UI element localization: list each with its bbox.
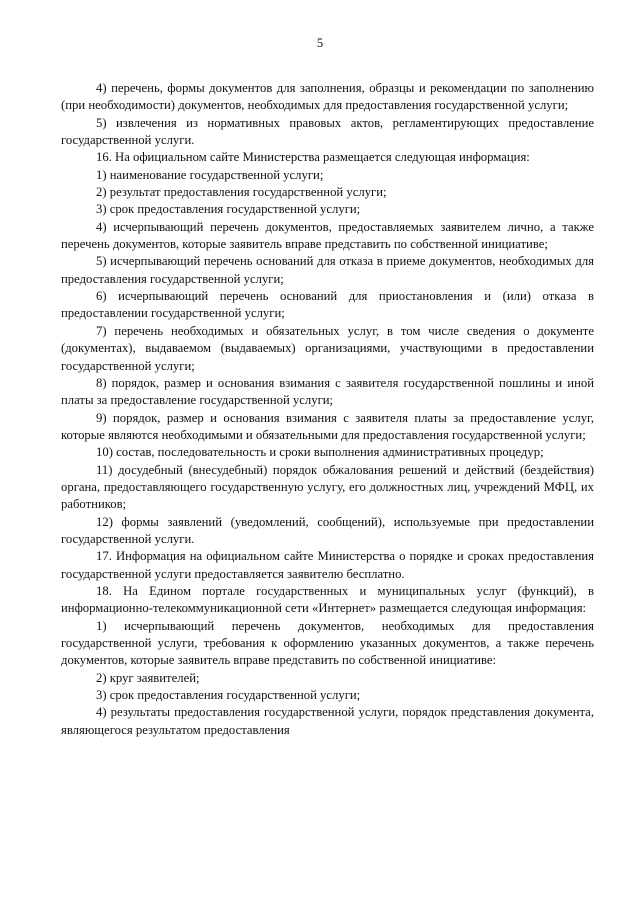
paragraph: 8) порядок, размер и основания взимания с заявителя государственной пошлины и иной платы за предоставление государственной услуги; xyxy=(61,375,594,408)
paragraph: 17. Информация на официальном сайте Министерства о порядке и сроках предоставления государственной услуги предоставляется заявителю бесплатно. xyxy=(61,549,594,581)
paragraph: 6) исчерпывающий перечень оснований для приостановления и (или) отказа в предоставлении государственной услуги; xyxy=(61,289,594,321)
paragraph: 2) результат предоставления государственной услуги; xyxy=(96,185,387,200)
document-body xyxy=(61,80,594,739)
paragraph: 5) извлечения из нормативных правовых актов, регламентирующих предоставление государственной услуги. xyxy=(61,115,594,148)
paragraph: 3) срок предоставления государственной услуги; xyxy=(96,688,361,703)
paragraph: 4) результаты предоставления государственной услуги, порядок представления документа, являющегося результатом предоставления xyxy=(61,705,594,737)
paragraph: 5) исчерпывающий перечень оснований для отказа в приеме документов, необходимых для предоставления государственной услуги; xyxy=(61,254,594,286)
paragraph: 1) исчерпывающий перечень документов, необходимых для предоставления государственной услуги, требования к оформлению указанных документов, а также перечень документов, которые заявитель вправе представить по собственной инициативе: xyxy=(61,618,594,668)
paragraph: 11) досудебный (внесудебный) порядок обжалования решений и действий (бездействия) органа, предоставляющего государственную услугу, его должностных лиц, учреждений МФЦ, их работников; xyxy=(61,462,594,512)
paragraph: 9) порядок, размер и основания взимания с заявителя платы за предоставление услуг, которые являются необходимыми и обязательными для предоставления государственной услуги; xyxy=(61,410,594,442)
paragraph: 2) круг заявителей; xyxy=(96,670,200,685)
paragraph: 10) состав, последовательность и сроки выполнения административных процедур; xyxy=(96,445,544,460)
paragraph: 12) формы заявлений (уведомлений, сообщений), используемые при предоставлении государственной услуги. xyxy=(61,514,594,546)
page-number: 5 xyxy=(316,36,324,50)
paragraph: 7) перечень необходимых и обязательных услуг, в том числе сведения о документе (документах), выдаваемом (выдаваемых) организациями, участвующими в предоставлении государственной услуги; xyxy=(61,323,594,373)
paragraph: 18. На Едином портале государственных и муниципальных услуг (функций), в информационно-телекоммуникационной сети «Интернет» размещается следующая информация: xyxy=(61,583,594,616)
paragraph: 4) исчерпывающий перечень документов, предоставляемых заявителем лично, а также перечень документов, которые заявитель вправе представить по собственной инициативе; xyxy=(61,219,594,252)
paragraph: 1) наименование государственной услуги; xyxy=(96,167,324,182)
paragraph: 3) срок предоставления государственной услуги; xyxy=(96,202,361,217)
paragraph: 16. На официальном сайте Министерства размещается следующая информация: xyxy=(96,150,530,165)
paragraph: 4) перечень, формы документов для заполнения, образцы и рекомендации по заполнению (при необходимости) документов, необходимых для предоставления государственной услуги; xyxy=(61,81,594,113)
